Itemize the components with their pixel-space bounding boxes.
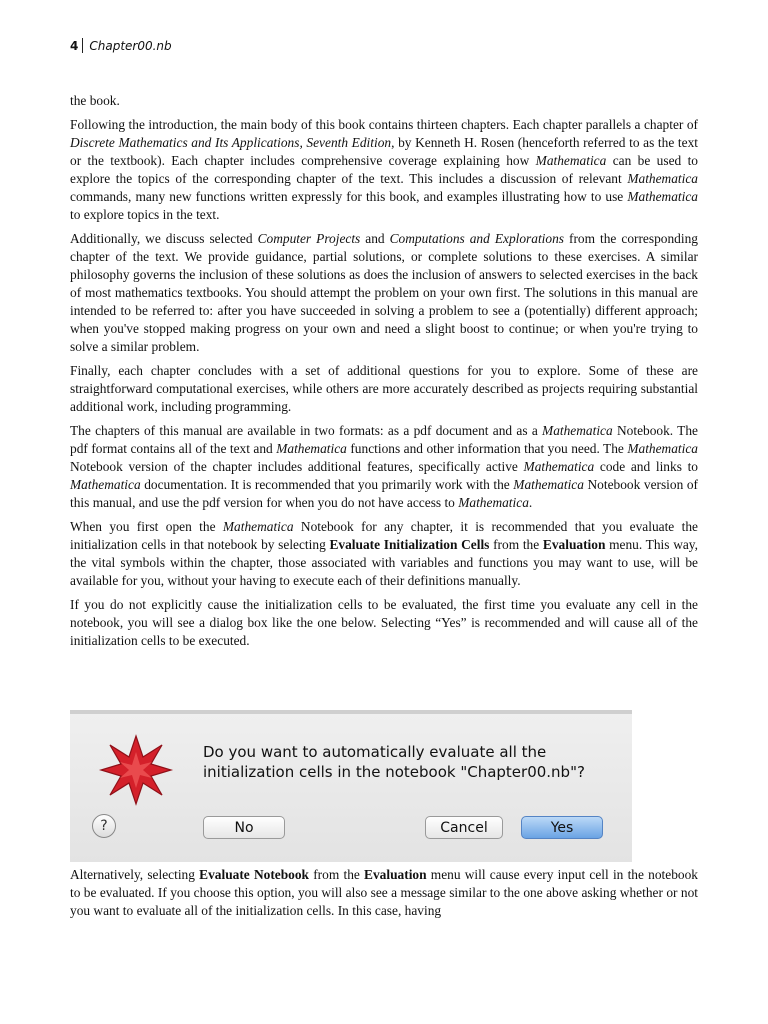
mathematica-spikey-icon — [96, 730, 176, 810]
paragraph-dialog-intro: If you do not explicitly cause the initialization cells to be evaluated, the first time you evaluate any cell in the notebook, you will see a dialog box like the one below. Selecting “Yes” is recommended and will cause all of the initialization cells to be executed. — [70, 597, 698, 648]
paragraph-initialization: When you first open the Mathematica Notebook for any chapter, it is recommended that you evaluate the initialization cells in that notebook by selecting Evaluate Initialization Cells from the Evaluation menu. This way, the vital symbols within the chapter, those associated with variables and functions you may want to use, will be available for you, without your having to execute each of their definitions manually. — [70, 519, 698, 588]
page-header — [70, 38, 172, 53]
paragraph-formats: The chapters of this manual are available in two formats: as a pdf document and as a Mathematica Notebook. The pdf format contains all of the text and Mathematica functions and other information that you need. The Mathematica Notebook version of the chapter includes additional features, specifically active Mathematica code and links to Mathematica documentation. It is recommended that you primarily work with the Mathematica Notebook version of this manual, and use the pdf version for when you do not have access to Mathematica. — [70, 423, 698, 510]
no-button[interactable]: No — [203, 816, 285, 839]
yes-button[interactable]: Yes — [521, 816, 603, 839]
notebook-title: Chapter00.nb — [89, 38, 172, 53]
dialog-message: Do you want to automatically evaluate all the initialization cells in the notebook "Chapter00.nb"? — [203, 743, 585, 781]
paragraph-projects: Additionally, we discuss selected Computer Projects and Computations and Explorations from the corresponding chapter of the text. We provide guidance, partial solutions, or complete solutions to these exercises. A similar philosophy governs the inclusion of these solutions as does the inclusion of answers to selected exercises in the back of most mathematics textbooks. You should attempt the problem on your own first. The solutions in this manual are intended to be referred to: after you have succeeded in solving a problem to see a (potentially) different approach; when you've stopped making progress on your own and need a slight boost to continue; or when you're trying to solve a similar problem. — [70, 231, 698, 354]
paragraph-evaluate-notebook: Alternatively, selecting Evaluate Notebook from the Evaluation menu will cause every input cell in the notebook to be evaluated. If you choose this option, you will also see a message similar to the one above asking whether or not you want to evaluate all of the initialization cells. In this case, having — [70, 867, 698, 918]
help-button[interactable]: ? — [92, 814, 116, 838]
cancel-button[interactable]: Cancel — [425, 816, 503, 839]
paragraph-continuation: the book. — [70, 93, 120, 108]
body-text — [70, 92, 698, 656]
paragraph-questions: Finally, each chapter concludes with a set of additional questions for you to explore. Some of these are straightforward computational exercises, while others are more accurately described as projects requiring substantial additional work, including programming. — [70, 363, 698, 414]
evaluate-dialog — [70, 710, 632, 862]
header-divider — [82, 38, 83, 53]
page-number: 4 — [70, 38, 79, 53]
body-text-continued — [70, 866, 698, 920]
paragraph-introduction: Following the introduction, the main body of this book contains thirteen chapters. Each chapter parallels a chapter of Discrete Mathematics and Its Applications, Seventh Edition, by Kenneth H. Rosen (henceforth referred to as the text or the textbook). Each chapter includes comprehensive coverage explaining how Mathematica can be used to explore the topics of the corresponding chapter of the text. This includes a discussion of relevant Mathematica commands, many new functions written expressly for this book, and examples illustrating how to use Mathematica to explore topics in the text. — [70, 117, 699, 222]
